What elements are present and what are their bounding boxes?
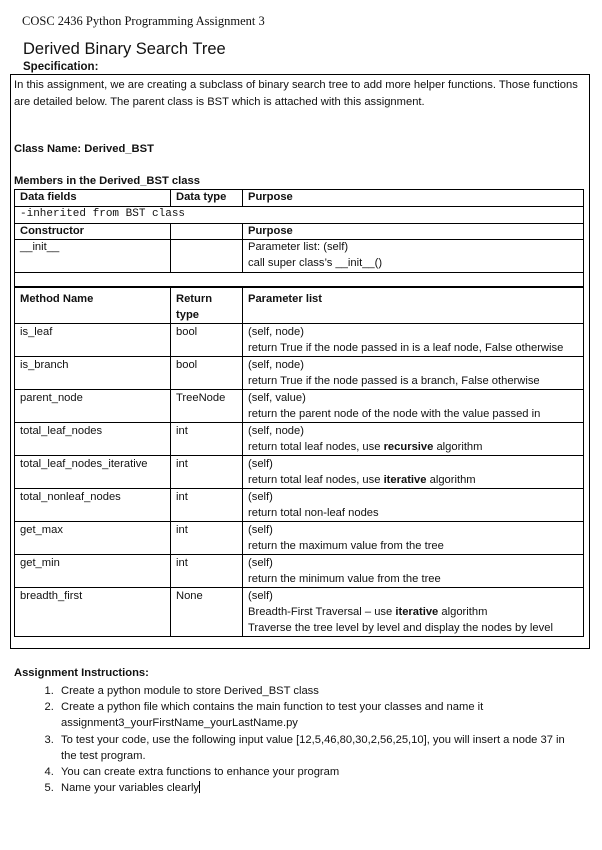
header-purpose: Purpose (243, 190, 584, 207)
method-row (15, 489, 584, 522)
inherited-note: -inherited from BST class (15, 206, 584, 223)
method-params: (self, node) (248, 359, 304, 371)
method-params-cell (243, 555, 584, 588)
method-row (15, 390, 584, 423)
header-method-name: Method Name (15, 288, 171, 324)
members-heading: Members in the Derived_BST class (14, 175, 200, 187)
instructions-heading: Assignment Instructions: (14, 667, 149, 679)
method-description: return the maximum value from the tree (248, 540, 444, 552)
description-emphasis: iterative (395, 606, 439, 618)
method-params-cell (243, 423, 584, 456)
empty-cell (171, 223, 243, 240)
instruction-item: 3. To test your code, use the following input value [12,5,46,80,30,2,56,25,10], you will insert a node 37 in the test program. (57, 732, 577, 764)
method-params-cell (243, 357, 584, 390)
intro-paragraph: In this assignment, we are creating a subclass of binary search tree to add more helper functions. Those functions are detailed below. The parent class is BST which is attached with this assignment. (14, 79, 578, 108)
method-name: is_leaf (15, 324, 171, 357)
method-name: total_nonleaf_nodes (15, 489, 171, 522)
method-return-type: int (171, 456, 243, 489)
method-return-type: int (171, 555, 243, 588)
method-params: (self, node) (248, 326, 304, 338)
method-row (15, 324, 584, 357)
method-params: (self, node) (248, 425, 304, 437)
method-description: return the parent node of the node with the value passed in (248, 408, 541, 420)
method-row (15, 357, 584, 390)
method-params-cell (243, 390, 584, 423)
text-cursor (199, 781, 200, 793)
instruction-item: 2. Create a python file which contains the main function to test your classes and name it assignment3_yourFirstName_yourLastName.py (57, 699, 577, 731)
method-name: is_branch (15, 357, 171, 390)
method-params: (self) (248, 491, 273, 503)
description-emphasis: recursive (383, 441, 434, 453)
method-params: (self) (248, 590, 273, 602)
method-row (15, 555, 584, 588)
description-text: algorithm (433, 441, 483, 453)
description-text: return total leaf nodes, use (248, 474, 384, 486)
instruction-item (57, 780, 577, 796)
method-params-cell (243, 324, 584, 357)
init-purpose (243, 240, 584, 273)
method-params: (self) (248, 458, 273, 470)
method-row (15, 522, 584, 555)
method-return-type: int (171, 423, 243, 456)
method-description (248, 472, 578, 488)
header-data-fields: Data fields (15, 190, 171, 207)
method-description (248, 604, 578, 620)
instructions-list (14, 683, 577, 796)
header-data-type: Data type (171, 190, 243, 207)
method-return-type: bool (171, 357, 243, 390)
init-call-super: call super class’s __init__() (248, 257, 383, 270)
header-constructor: Constructor (15, 223, 171, 240)
method-name: get_min (15, 555, 171, 588)
method-params-cell (243, 588, 584, 637)
method-params-cell (243, 522, 584, 555)
instruction-item: 1. Create a python module to store Derived_BST class (57, 683, 577, 699)
method-description: return the minimum value from the tree (248, 573, 441, 585)
description-emphasis: iterative (383, 474, 427, 486)
method-return-type: bool (171, 324, 243, 357)
method-name: parent_node (15, 390, 171, 423)
method-row (15, 456, 584, 489)
method-row (15, 588, 584, 637)
empty-cell (171, 240, 243, 273)
method-description (248, 439, 578, 455)
method-name: breadth_first (15, 588, 171, 637)
description-text: algorithm (438, 606, 488, 618)
data-fields-table (14, 189, 584, 287)
header-purpose-constructor: Purpose (243, 223, 584, 240)
method-params: (self) (248, 524, 273, 536)
methods-table (14, 287, 584, 637)
method-return-type: None (171, 588, 243, 637)
description-text: algorithm (426, 474, 476, 486)
spacer-row (15, 272, 584, 286)
method-params: (self, value) (248, 392, 306, 404)
class-name-label: Class Name: Derived_BST (14, 143, 154, 155)
method-description: return True if the node passed in is a leaf node, False otherwise (248, 342, 564, 354)
description-text: Breadth-First Traversal – use (248, 606, 396, 618)
method-params-cell (243, 456, 584, 489)
instruction-item: 4. You can create extra functions to enhance your program (57, 764, 577, 780)
method-name: total_leaf_nodes (15, 423, 171, 456)
description-text: return total leaf nodes, use (248, 441, 384, 453)
instruction-text: Name your variables clearly (61, 782, 200, 795)
method-name: total_leaf_nodes_iterative (15, 456, 171, 489)
method-params-cell (243, 489, 584, 522)
page-title: Derived Binary Search Tree (23, 40, 226, 58)
method-name: get_max (15, 522, 171, 555)
method-params: (self) (248, 557, 273, 569)
header-return-type: Return type (171, 288, 243, 324)
method-row (15, 423, 584, 456)
method-return-type: int (171, 522, 243, 555)
method-description: return True if the node passed is a branch, False otherwise (248, 375, 540, 387)
method-description: return total non-leaf nodes (248, 507, 379, 519)
method-return-type: TreeNode (171, 390, 243, 423)
header-parameter-list: Parameter list (243, 288, 584, 324)
method-return-type: int (171, 489, 243, 522)
init-name: __init__ (15, 240, 171, 273)
method-description-extra: Traverse the tree level by level and display the nodes by level (248, 622, 553, 634)
specification-label: Specification: (23, 61, 99, 73)
course-header: COSC 2436 Python Programming Assignment 3 (22, 14, 265, 28)
init-param-list: Parameter list: (self) (248, 241, 349, 254)
